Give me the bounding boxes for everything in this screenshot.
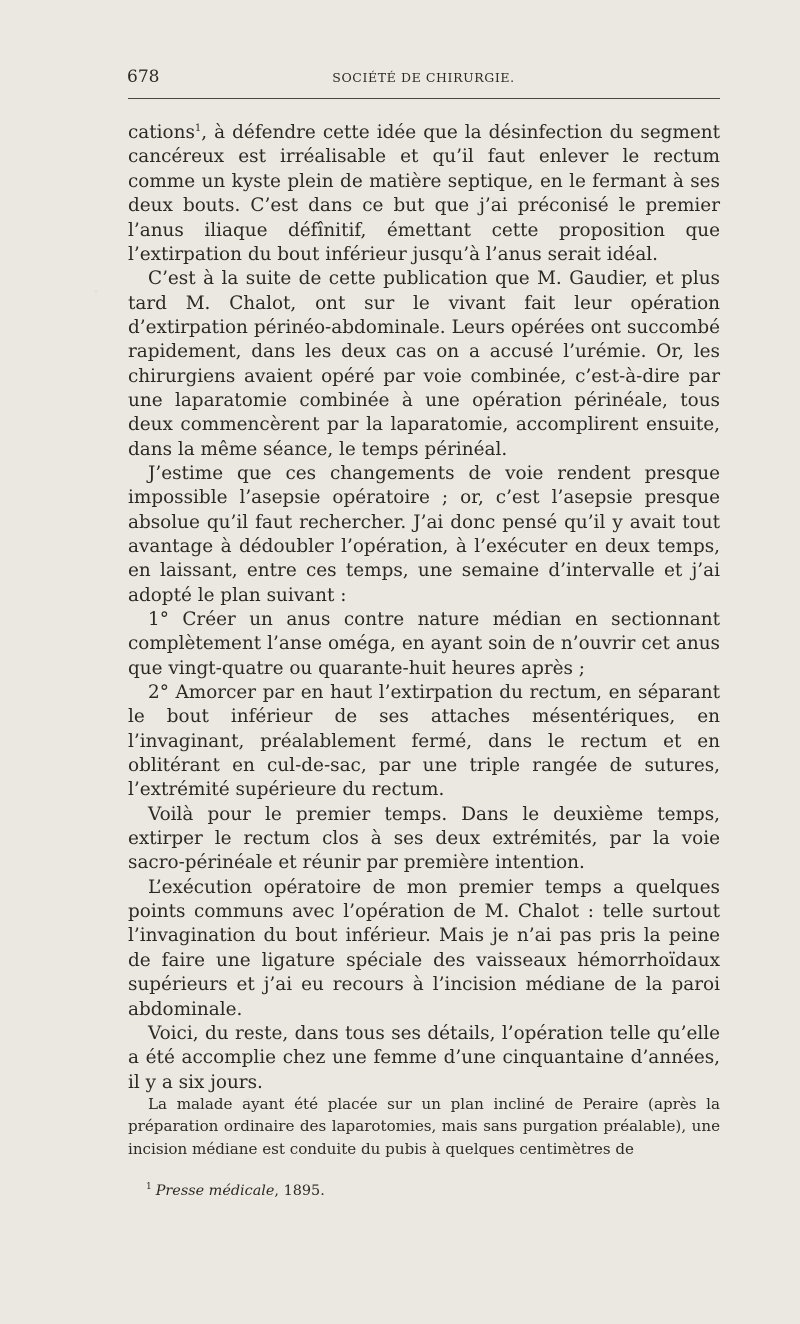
footnote bbox=[146, 1178, 325, 1200]
paragraph-1 bbox=[128, 117, 720, 267]
paragraph-1-text: , à défendre cette idée que la désinfection du segment cancéreux est irréalisable et qu’il faut enlever le rectum comme un kyste plein de matière septique, en le fermant à ses deux bouts. C’est dans ce but que j’ai préconisé le premier l’anus iliaque défînitif, émettant cette proposition que l’extirpation du bout inférieur jusqu’à l’anus serait idéal. bbox=[128, 122, 720, 265]
footnote-reference: 1 bbox=[194, 123, 202, 134]
paragraph-6: Voilà pour le premier temps. Dans le deuxième temps, extirper le rectum clos à ses deux extrémités, par la voie sacro-périnéale et réunir par première intention. bbox=[128, 803, 720, 874]
paragraph-8: Voici, du reste, dans tous ses détails, l’opération telle qu’elle a été accomplie chez une femme d’une cinquantaine d’années, il y a six jours. bbox=[128, 1022, 720, 1093]
small-print-paragraph: La malade ayant été placée sur un plan incliné de Peraire (après la préparation ordinaire des laparotomies, mais sans purgation préalable), une incision médiane est conduite du pubis à quelques centimètres de bbox=[128, 1095, 720, 1158]
running-title: SOCIÉTÉ DE CHIRURGIE. bbox=[332, 70, 515, 85]
footnote-details: , 1895. bbox=[274, 1182, 325, 1199]
paragraph-3: J’estime que ces changements de voie rendent presque impossible l’asepsie opératoire ; or, c’est l’asepsie presque absolue qu’il faut rechercher. J’ai donc pensé qu’il y avait tout avantage à dédoubler l’opération, à l’exécuter en deux temps, en laissant, entre ces temps, une semaine d’intervalle et j’ai adopté le plan suivant : bbox=[128, 462, 720, 606]
paragraph-4: 1° Créer un anus contre nature médian en sectionnant complètement l’anse oméga, en ayant soin de n’ouvrir cet anus que vingt-quatre ou quarante-huit heures après ; bbox=[128, 609, 720, 679]
paragraph-1-lead: cations bbox=[128, 122, 195, 144]
page-number: 678 bbox=[127, 67, 160, 87]
page-header bbox=[127, 68, 720, 90]
header-rule bbox=[128, 98, 720, 99]
paragraph-5: 2° Amorcer par en haut l’extirpation du rectum, en séparant le bout inférieur de ses attaches mésentériques, en l’invaginant, préalablement fermé, dans le rectum et en oblitérant en cul-de-sac, par une triple rangée de sutures, l’extrémité supérieure du rectum. bbox=[128, 682, 720, 801]
paragraph-7: L’exécution opératoire de mon premier temps a quelques points communs avec l’opération de M. Chalot : telle surtout l’invagination du bout inférieur. Mais je n’ai pas pris la peine de faire une ligature spéciale des vaisseaux hémorrhoïdaux supérieurs et j’ai eu recours à l’incision médiane de la paroi abdominale. bbox=[128, 876, 720, 1020]
main-text bbox=[128, 117, 720, 1095]
paragraph-2: C’est à la suite de cette publication que M. Gaudier, et plus tard M. Chalot, ont sur le vivant fait leur opération d’extirpation périnéo-abdominale. Leurs opérées ont succombé rapidement, dans les deux cas on a accusé l’urémie. Or, les chirurgiens avaient opéré par voie combinée, c’est-à-dire par une laparatomie combinée à une opération périnéale, tous deux commencèrent par la laparatomie, accomplirent ensuite, dans la même séance, le temps périnéal. bbox=[128, 268, 720, 460]
footnote-title: Presse médicale bbox=[155, 1182, 275, 1199]
footnote-marker: 1 bbox=[146, 1182, 152, 1192]
